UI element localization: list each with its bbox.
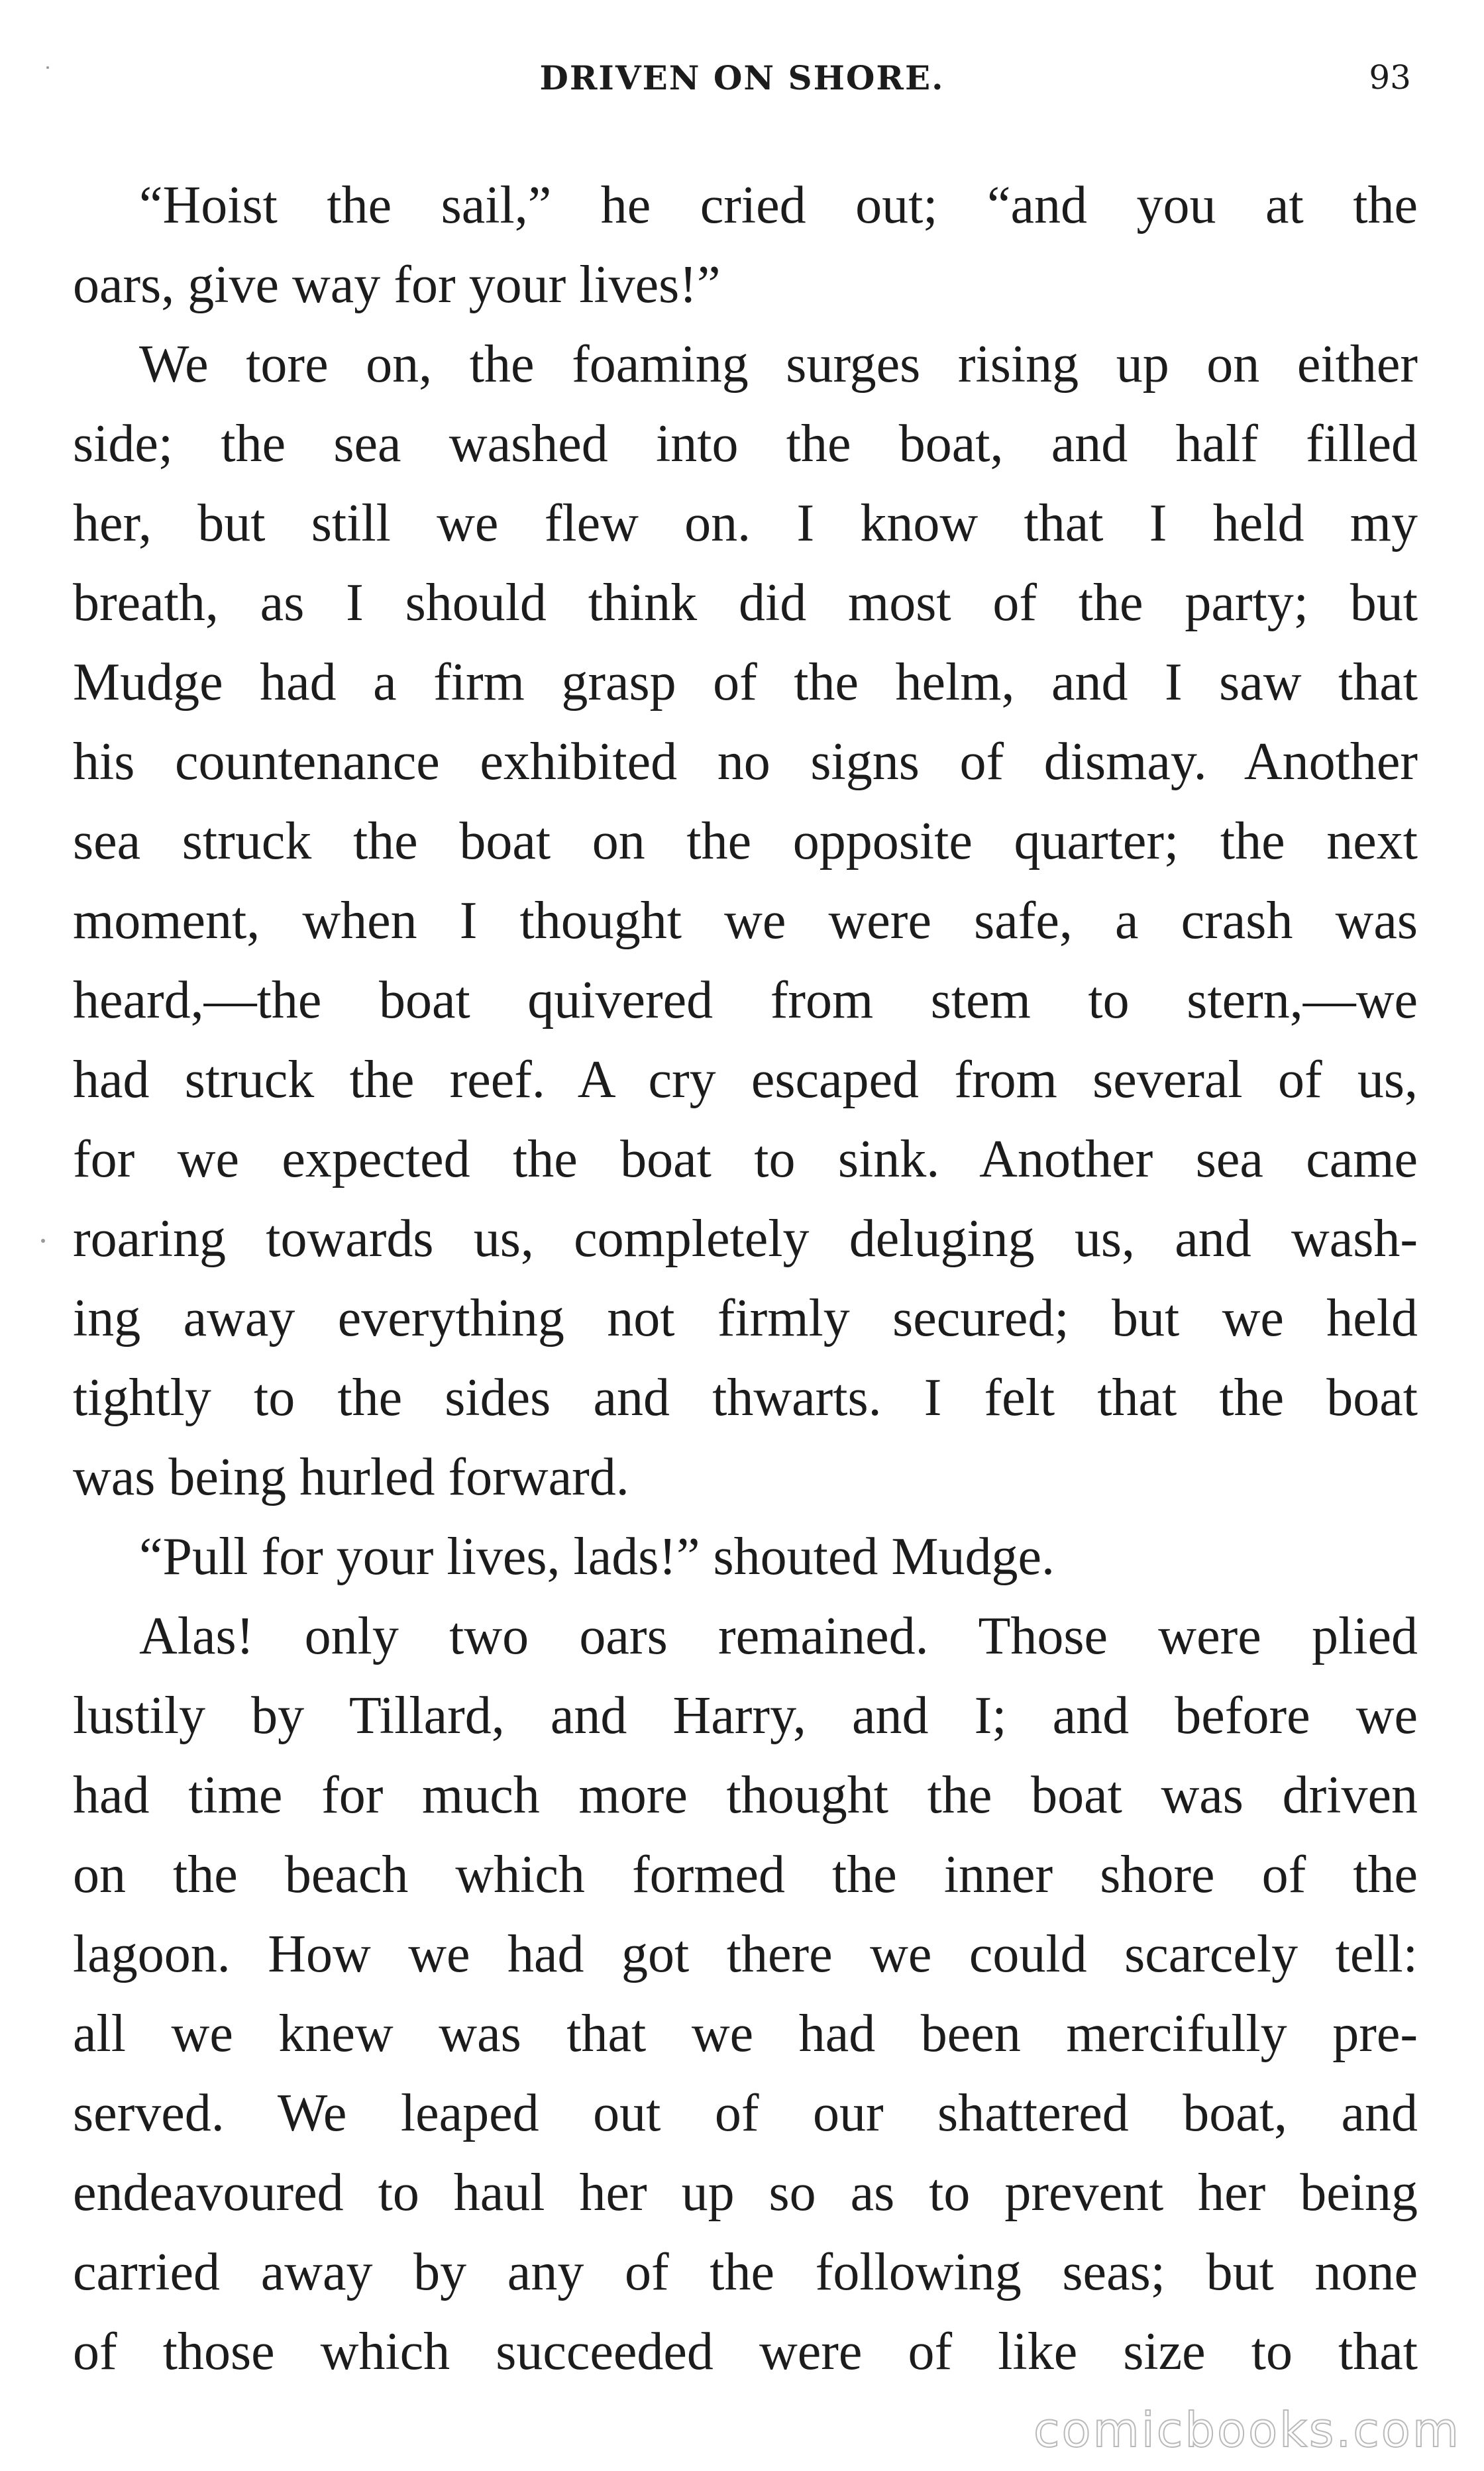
text-line: of those which succeeded were of like size to that xyxy=(73,2323,1418,2381)
text-line: tightly to the sides and thwarts. I felt that the boat xyxy=(73,1369,1418,1427)
text-line: moment, when I thought we were safe, a crash was xyxy=(73,892,1418,950)
page-number: 93 xyxy=(1369,58,1411,97)
text-line: endeavoured to haul her up so as to prevent her being xyxy=(73,2164,1418,2222)
text-line: carried away by any of the following seas; but none xyxy=(73,2243,1418,2301)
text-line: all we knew was that we had been mercifully pre- xyxy=(73,2005,1418,2063)
text-line: roaring towards us, completely deluging us, and wash- xyxy=(73,1210,1418,1268)
text-line: lustily by Tillard, and Harry, and I; and before we xyxy=(73,1687,1418,1745)
text-line: Alas! only two oars remained. Those were plied xyxy=(139,1607,1418,1665)
text-line: ing away everything not firmly secured; but we held xyxy=(73,1289,1418,1347)
text-line: on the beach which formed the inner shore of the xyxy=(73,1846,1418,1904)
text-line: breath, as I should think did most of the party; but xyxy=(73,574,1418,632)
text-line: for we expected the boat to sink. Another sea came xyxy=(73,1130,1418,1188)
text-line: heard,—the boat quivered from stem to stern,—we xyxy=(73,971,1418,1029)
body-text xyxy=(73,166,1418,2392)
stray-mark xyxy=(41,1239,45,1243)
text-line: had time for much more thought the boat was driven xyxy=(73,1766,1418,1824)
running-title: DRIVEN ON SHORE. xyxy=(539,58,945,97)
text-line: lagoon. How we had got there we could scarcely tell: xyxy=(73,1925,1418,1983)
text-line: “Hoist the sail,” he cried out; “and you at the xyxy=(139,176,1418,235)
text-line: “Pull for your lives, lads!” shouted Mudge. xyxy=(139,1528,1055,1586)
text-line: his countenance exhibited no signs of dismay. Another xyxy=(73,733,1418,791)
text-line: oars, give way for your lives!” xyxy=(73,256,721,314)
text-line: served. We leaped out of our shattered boat, and xyxy=(73,2084,1418,2142)
text-line: had struck the reef. A cry escaped from several of us, xyxy=(73,1051,1418,1109)
running-head xyxy=(73,58,1411,111)
watermark: comicbooks.com xyxy=(1033,2402,1461,2458)
text-line: We tore on, the foaming surges rising up on either xyxy=(139,335,1418,394)
text-line: side; the sea washed into the boat, and half filled xyxy=(73,415,1418,473)
text-line: sea struck the boat on the opposite quarter; the next xyxy=(73,812,1418,870)
text-line: her, but still we flew on. I know that I held my xyxy=(73,494,1418,552)
text-line: Mudge had a firm grasp of the helm, and I saw that xyxy=(73,653,1418,711)
text-line: was being hurled forward. xyxy=(73,1448,629,1506)
stray-mark xyxy=(46,66,49,69)
